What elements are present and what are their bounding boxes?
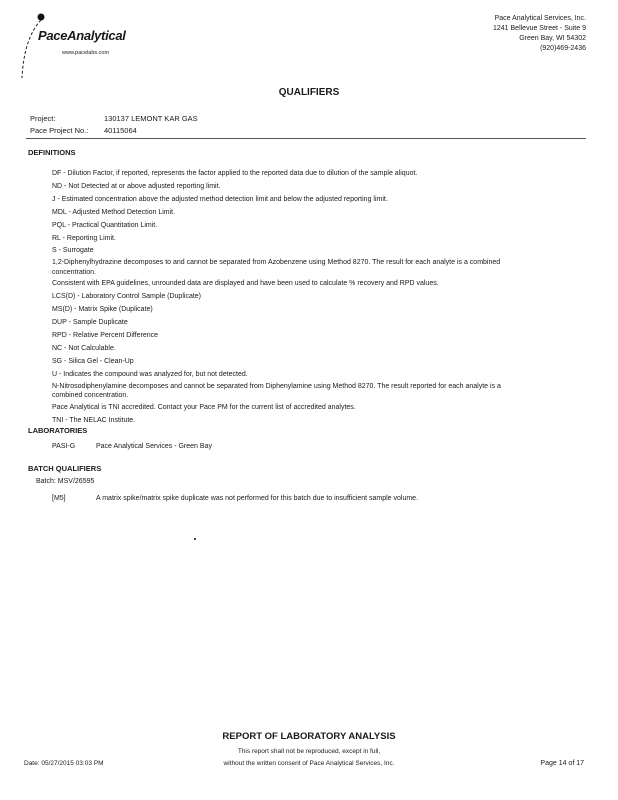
company-name: Pace Analytical Services, Inc. [494, 15, 586, 22]
company-city: Green Bay, WI 54302 [519, 35, 586, 42]
notice-line-1: This report shall not be reproduced, except in full, [237, 748, 381, 755]
divider [26, 138, 586, 139]
definition-item: MS(D) - Matrix Spike (Duplicate) [52, 306, 153, 314]
company-address [493, 14, 586, 54]
definition-item: LCS(D) - Laboratory Control Sample (Duplicate) [52, 293, 201, 301]
definition-item: N-Nitrosodiphenylamine decomposes and cannot be separated from Diphenylamine using Method 8270. The result reported for each analyte is a combined concentration. [52, 382, 501, 400]
company-phone: (920)469-2436 [540, 45, 586, 52]
definitions-list [52, 168, 522, 427]
logo-swoosh-icon [16, 8, 136, 88]
definition-item: J - Estimated concentration above the adjusted method detection limit and below the adjusted reporting limit. [52, 195, 388, 203]
definition-item: ND - Not Detected at or above adjusted reporting limit. [52, 182, 221, 190]
pace-logo [16, 8, 136, 88]
definition-item: PQL - Practical Quantitation Limit. [52, 221, 158, 229]
notice-line-2: without the written consent of Pace Analytical Services, Inc. [223, 760, 395, 767]
stray-mark [194, 538, 196, 540]
batch-id: Batch: MSV/26595 [36, 478, 95, 485]
definition-item: Consistent with EPA guidelines, unrounded data are displayed and have been used to calculate % recovery and RPD values. [52, 280, 439, 288]
pace-project-value: 40115064 [104, 126, 137, 135]
definition-item: S - Surrogate [52, 247, 94, 255]
batch-qualifier-row [52, 495, 418, 502]
page-title: QUALIFIERS [278, 87, 340, 98]
definition-item: RL - Reporting Limit. [52, 234, 116, 242]
report-date: Date: 05/27/2015 03:03 PM [24, 760, 104, 767]
definition-item: TNI - The NELAC Institute. [52, 416, 136, 424]
definitions-heading: DEFINITIONS [28, 148, 76, 157]
definition-item: Pace Analytical is TNI accredited. Contact your Pace PM for the current list of accredited analytes. [52, 403, 356, 411]
report-title: REPORT OF LABORATORY ANALYSIS [222, 731, 396, 742]
batch-qualifiers-heading: BATCH QUALIFIERS [28, 464, 102, 473]
company-street: 1241 Bellevue Street - Suite 9 [492, 25, 586, 32]
definition-item: RPD - Relative Percent Difference [52, 331, 159, 339]
definition-item: DUP - Sample Duplicate [52, 319, 128, 327]
logo-wordmark: PaceAnalytical [38, 28, 126, 43]
laboratory-code: PASI-G [52, 443, 76, 450]
logo-url: www.pacelabs.com [62, 50, 110, 56]
laboratories-heading: LABORATORIES [28, 426, 88, 435]
batch-qualifier-text: A matrix spike/matrix spike duplicate was not performed for this batch due to insufficient sample volume. [96, 495, 419, 502]
project-value: 130137 LEMONT KAR GAS [104, 114, 198, 123]
definition-item: 1,2-Diphenylhydrazine decomposes to and cannot be separated from Azobenzene using Method 8270. The result for each analyte is a combined concentration. [52, 259, 501, 276]
definition-item: MDL - Adjusted Method Detection Limit. [52, 208, 176, 216]
project-info [30, 113, 198, 137]
laboratory-name: Pace Analytical Services - Green Bay [96, 443, 212, 450]
batch-qualifier-code: [M5] [52, 495, 66, 502]
laboratory-row [52, 443, 212, 450]
project-label: Project: [30, 114, 56, 123]
page-number: Page 14 of 17 [540, 760, 584, 767]
definition-item: DF - Dilution Factor, if reported, represents the factor applied to the reported data due to dilution of the sample aliquot. [52, 170, 418, 177]
pace-project-label: Pace Project No.: [30, 126, 89, 135]
definition-item: SG - Silica Gel - Clean-Up [52, 357, 134, 365]
definition-item: NC - Not Calculable. [52, 344, 116, 352]
definition-item: U - Indicates the compound was analyzed for, but not detected. [52, 370, 248, 378]
